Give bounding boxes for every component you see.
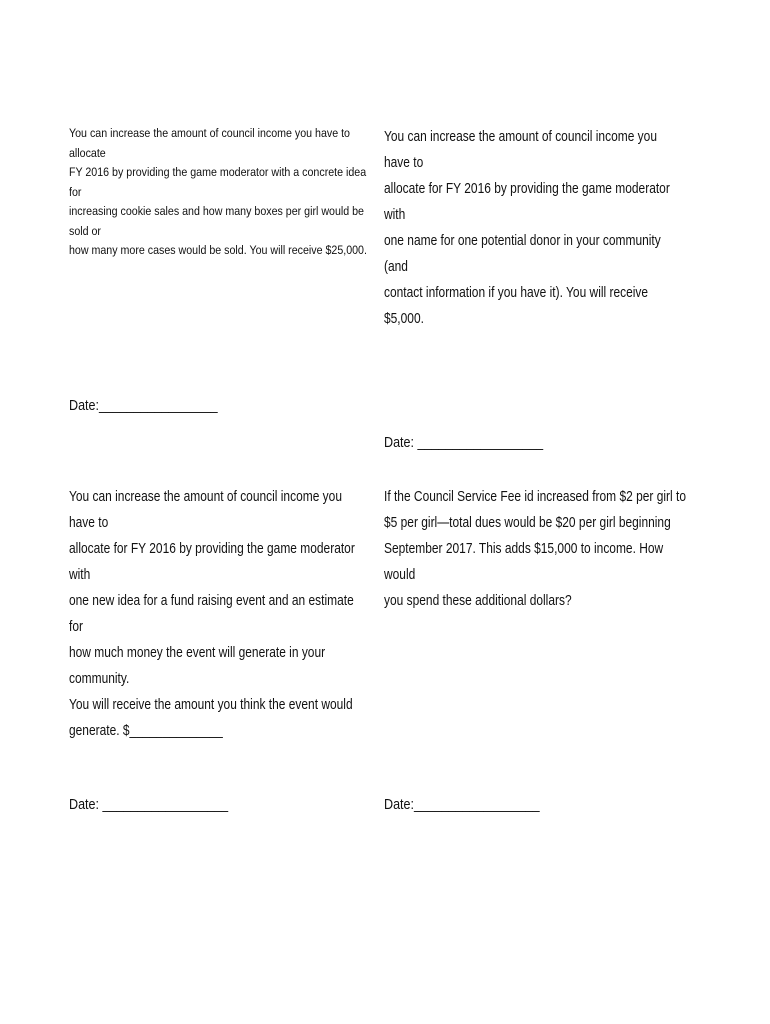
card-top-right-text: You can increase the amount of council income you have to allocate for FY 2016 by providing the game moderator with one name for one potential donor in your community (and contact information if you have it). You will receive $5,000. (384, 129, 670, 327)
card-bottom-right-date-field[interactable]: Date:__________________ (384, 797, 540, 813)
card-top-left-date-field[interactable]: Date:_________________ (69, 398, 218, 414)
card-top-right-date-field[interactable]: Date: __________________ (384, 435, 544, 451)
card-top-left-text: You can increase the amount of council income you have to allocate FY 2016 by providing the game moderator with a concrete idea for increasing cookie sales and how many boxes per girl would be sold or how many more cases would be sold. You will receive $25,000. (69, 126, 367, 257)
card-bottom-right-text: If the Council Service Fee id increased from $2 per girl to $5 per girl—total dues would be $20 per girl beginning September 2017. This adds $15,000 to income. How would you spend these additional dollars? (384, 489, 686, 609)
card-bottom-left-text: You can increase the amount of council income you have to allocate for FY 2016 by providing the game moderator with one new idea for a fund raising event and an estimate for how much money the event will generate in your community. You will receive the amount you think the event would generate. $______________ (69, 489, 355, 739)
card-bottom-left-date-field[interactable]: Date: __________________ (69, 797, 229, 813)
